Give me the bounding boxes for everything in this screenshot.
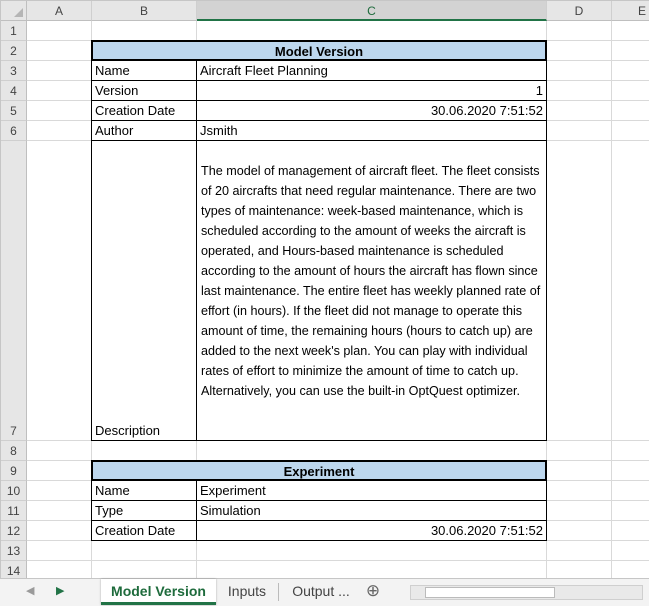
scrollbar-thumb[interactable] [425,587,555,598]
horizontal-scrollbar[interactable] [410,585,643,600]
row-header-11[interactable]: 11 [1,501,27,521]
experiment-title[interactable]: Experiment [91,460,547,481]
row-header-5[interactable]: 5 [1,101,27,121]
next-sheet-icon[interactable]: ▶ [56,585,65,597]
prev-sheet-icon[interactable]: ◀ [26,585,35,597]
model-author-value[interactable]: Jsmith [196,120,547,141]
select-all-corner[interactable] [1,1,27,21]
tab-model-version[interactable]: Model Version [101,579,216,605]
tab-inputs[interactable]: Inputs [227,583,267,599]
row-header-9[interactable]: 9 [1,461,27,481]
row-header-1[interactable]: 1 [1,21,27,41]
row-header-10[interactable]: 10 [1,481,27,501]
column-header-a[interactable]: A [27,1,92,21]
experiment-creation-date-value[interactable]: 30.06.2020 7:51:52 [196,520,547,541]
experiment-name-label[interactable]: Name [91,480,197,501]
model-name-value[interactable]: Aircraft Fleet Planning [196,60,547,81]
model-author-label[interactable]: Author [91,120,197,141]
add-sheet-icon[interactable]: ⊕ [365,581,381,600]
experiment-name-value[interactable]: Experiment [196,480,547,501]
column-header-e[interactable]: E [612,1,649,21]
gridline [611,21,612,578]
experiment-creation-date-label[interactable]: Creation Date [91,520,197,541]
model-name-label[interactable]: Name [91,60,197,81]
model-creation-date-label[interactable]: Creation Date [91,100,197,121]
gridline [27,560,649,561]
model-version-label[interactable]: Version [91,80,197,101]
row-header-3[interactable]: 3 [1,61,27,81]
row-header-7[interactable]: 7 [1,141,27,441]
tab-separator [278,583,279,601]
row-header-6[interactable]: 6 [1,121,27,141]
tab-output[interactable]: Output ... [292,583,350,599]
experiment-type-value[interactable]: Simulation [196,500,547,521]
model-version-title[interactable]: Model Version [91,40,547,61]
column-header-b[interactable]: B [92,1,197,21]
row-header-13[interactable]: 13 [1,541,27,561]
row-header-14[interactable]: 14 [1,561,27,578]
experiment-type-label[interactable]: Type [91,500,197,521]
row-header-12[interactable]: 12 [1,521,27,541]
model-version-value[interactable]: 1 [196,80,547,101]
column-header-c[interactable]: C [197,1,547,21]
sheet-tab-bar [0,578,649,606]
model-description-label[interactable]: Description [91,140,197,441]
row-header-8[interactable]: 8 [1,441,27,461]
model-creation-date-value[interactable]: 30.06.2020 7:51:52 [196,100,547,121]
row-header-4[interactable]: 4 [1,81,27,101]
row-header-2[interactable]: 2 [1,41,27,61]
column-header-d[interactable]: D [547,1,612,21]
model-description-value[interactable]: The model of management of aircraft fleet. The fleet consists of 20 aircrafts that need regular maintenance. There are two types of maintenance: week-based maintenance, which is scheduled according to the amount of weeks the aircraft is operated, and Hours-based maintenance is scheduled according to the amount of hours the aircraft has flown since last maintenance. The entire fleet has weekly planned rate of effort (in hours). If the fleet did not manage to operate this amount of time, the remaining hours (hours to catch up) are added to the next week's plan. You can play with individual rates of effort to minimize the amount of time to catch up. Alternatively, you can use the built-in OptQuest optimizer. [196,140,547,441]
